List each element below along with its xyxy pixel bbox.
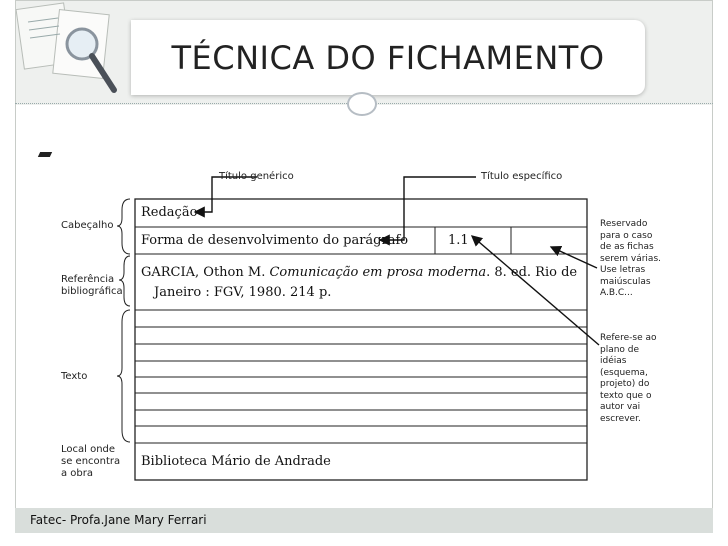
reference-rest: . 8. ed. Rio de: [486, 265, 578, 280]
refers-note-line: projeto) do: [600, 379, 650, 389]
card-reference-line2: Janeiro : FGV, 1980. 214 p.: [154, 285, 332, 300]
reference-author: GARCIA, Othon M.: [141, 265, 266, 280]
card-code: 1.1: [448, 233, 469, 248]
card-specific-title: Forma de desenvolvimento do parágrafo: [141, 233, 409, 248]
reserved-note-line: A.B.C...: [600, 288, 633, 298]
footer-text: Fatec- Profa.Jane Mary Ferrari: [30, 513, 207, 527]
refers-note-line: idéias: [600, 356, 627, 366]
refers-note-line: Refere-se ao: [600, 333, 657, 343]
refers-note-line: autor vai: [600, 402, 641, 412]
header-label: Cabeçalho: [61, 220, 114, 231]
location-label-line1: Local onde: [61, 444, 116, 455]
refers-note-line: texto que o: [600, 390, 652, 401]
refers-note-line: plano de: [600, 344, 640, 355]
reserved-note-line: Use letras: [600, 265, 646, 275]
card-location: Biblioteca Mário de Andrade: [141, 454, 331, 469]
refers-note-line: escrever.: [600, 413, 641, 424]
reference-title: Comunicação em prosa moderna: [269, 265, 487, 280]
slide-title: TÉCNICA DO FICHAMENTO: [171, 38, 605, 77]
card-generic-title: Redação: [141, 205, 198, 220]
location-label-line3: a obra: [61, 468, 94, 479]
refers-note: [600, 333, 657, 425]
reference-label-line2: bibliográfica: [61, 286, 123, 297]
generic-title-label: Título genérico: [219, 171, 294, 182]
reserved-note-line: para o caso: [600, 230, 653, 241]
reserved-note-line: maiúsculas: [600, 276, 651, 287]
reserved-note-line: serem várias.: [600, 253, 662, 264]
reserved-note-line: Reservado: [600, 219, 648, 229]
specific-title-label: Título específico: [481, 171, 563, 182]
refers-note-line: (esquema,: [600, 367, 648, 378]
text-label: Texto: [61, 371, 88, 382]
reference-label-line1: Referência: [61, 274, 115, 285]
reserved-note-line: de as fichas: [600, 242, 654, 252]
reserved-note: [600, 219, 661, 300]
card-reference-line1: [141, 265, 577, 280]
location-label-line2: se encontra: [61, 456, 121, 467]
